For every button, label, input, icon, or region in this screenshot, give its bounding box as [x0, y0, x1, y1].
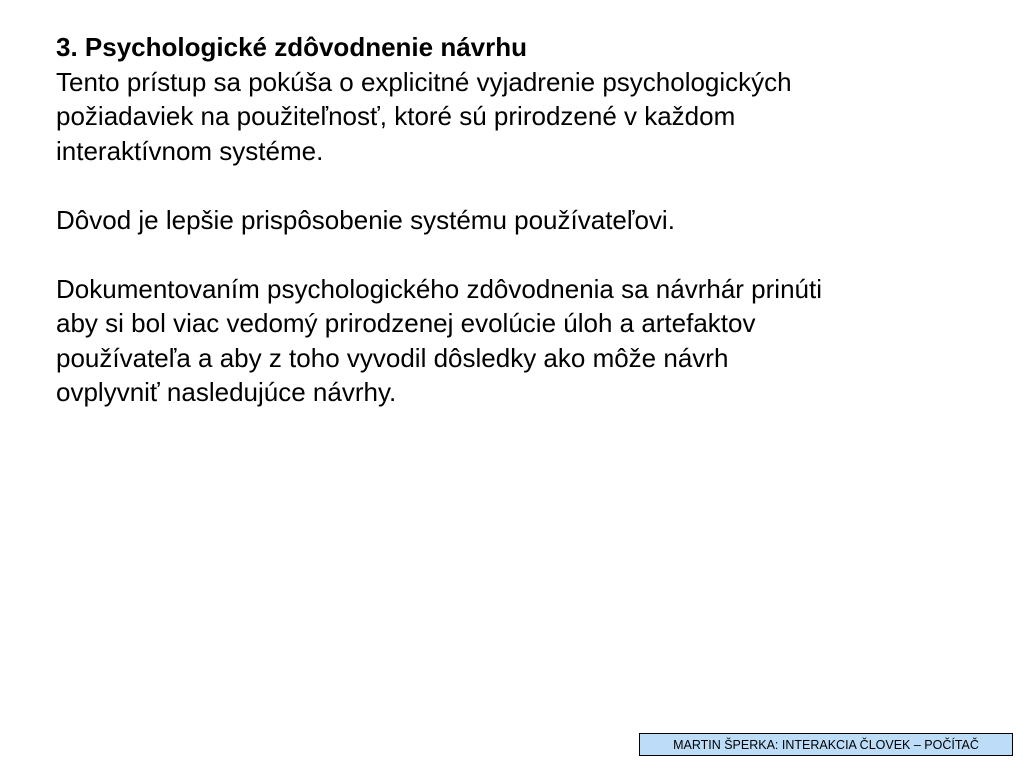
- slide-title: 3. Psychologické zdôvodnenie návrhu: [56, 32, 528, 62]
- paragraph-line: Tento prístup sa pokúša o explicitné vyjadrenie psychologických: [56, 66, 792, 97]
- paragraph-line: používateľa a aby z toho vyvodil dôsledky ako môže návrh: [56, 342, 729, 373]
- paragraph-intro: [56, 65, 996, 169]
- paragraph-line: interaktívnom systéme.: [56, 135, 324, 166]
- paragraph-spacer: [56, 168, 996, 203]
- paragraph-line: aby si bol viac vedomý prirodzenej evolúcie úloh a artefaktov: [56, 308, 756, 338]
- paragraph-reason: [56, 203, 996, 238]
- paragraph-line: ovplyvniť nasledujúce návrhy.: [56, 377, 397, 407]
- paragraph-line: požiadaviek na použiteľnosť, ktoré sú prirodzené v každom: [56, 101, 736, 131]
- paragraph-line: Dokumentovaním psychologického zdôvodnenia sa návrhár prinúti: [56, 273, 822, 304]
- paragraph-line: Dôvod je lepšie prispôsobenie systému používateľovi.: [56, 204, 675, 235]
- slide-content: [56, 30, 996, 410]
- paragraph-documentation: [56, 272, 996, 410]
- paragraph-spacer: [56, 237, 996, 272]
- footer-author-course-label: MARTIN ŠPERKA: INTERAKCIA ČLOVEK – POČÍTAČ: [639, 733, 1013, 756]
